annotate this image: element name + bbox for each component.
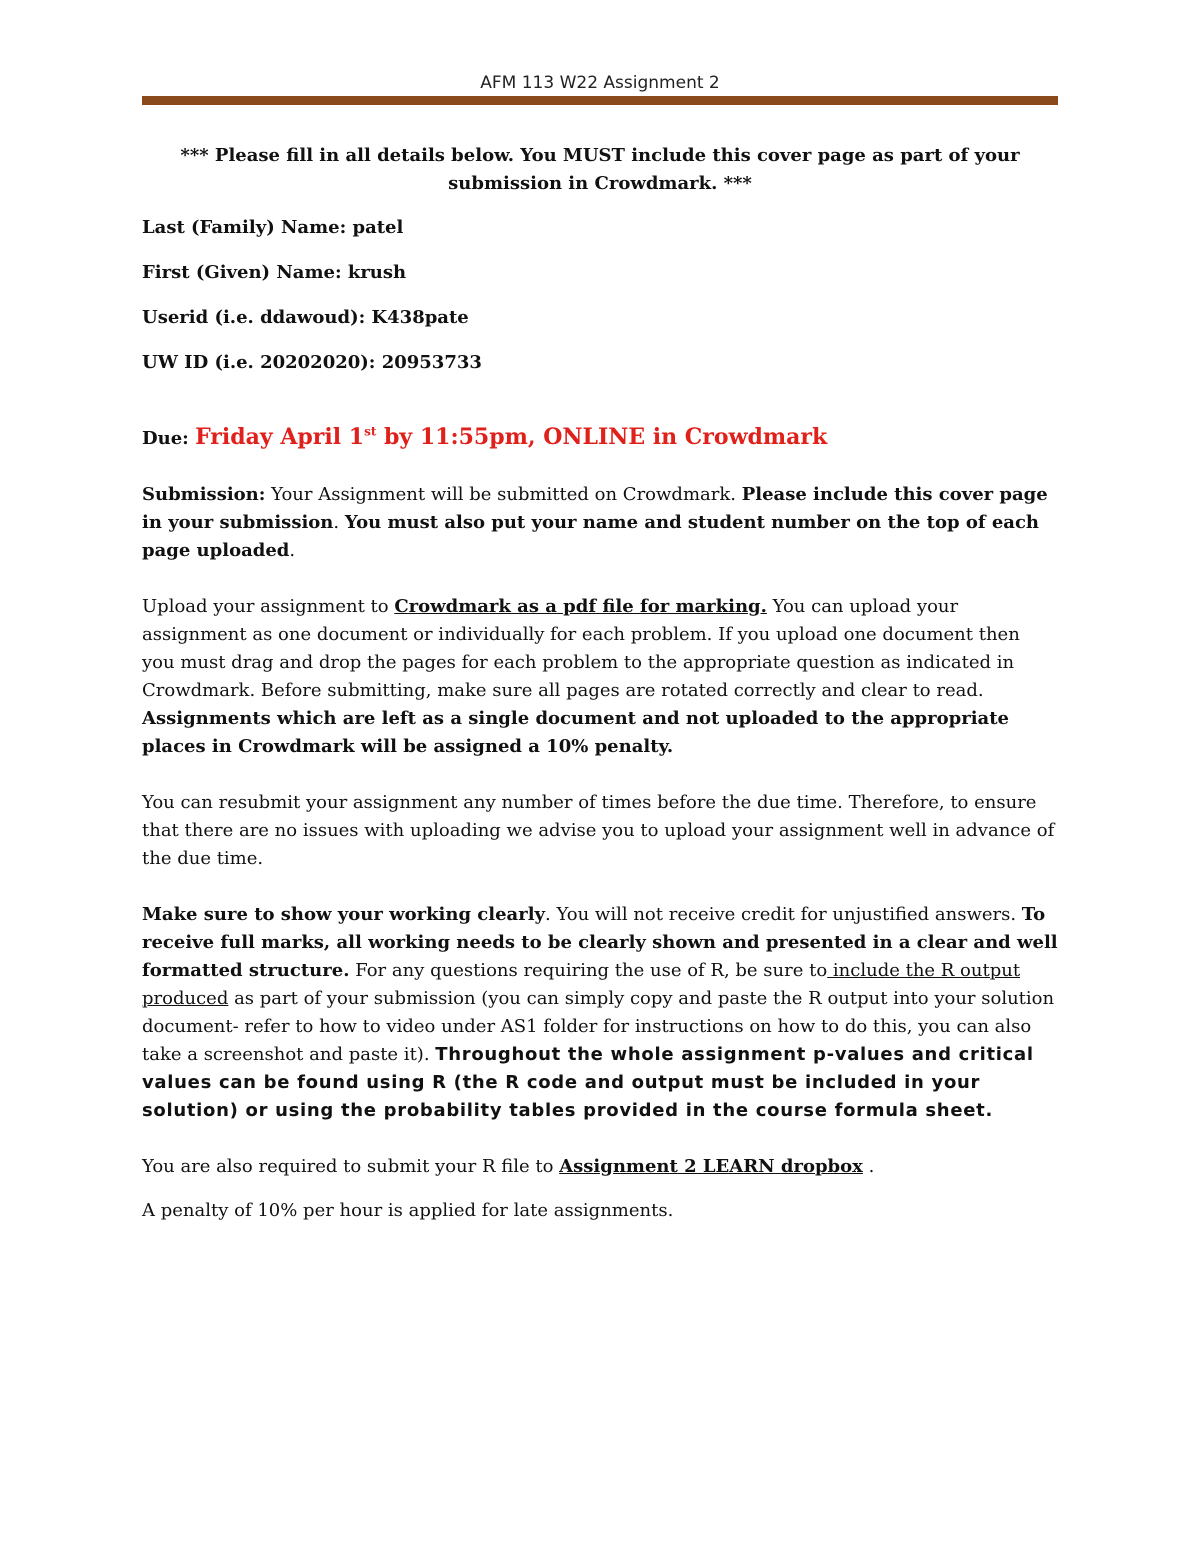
header-rule — [142, 96, 1058, 105]
resubmit-paragraph: You can resubmit your assignment any number of times before the due time. Therefore, to ensure that there are no issues with uploading we advise you to upload your assignment well in advance of the due time. — [142, 792, 1055, 869]
learn-dropbox-link[interactable]: Assignment 2 LEARN dropbox — [559, 1156, 863, 1177]
due-date: Friday April 1st by 11:55pm, ONLINE in Crowdmark — [195, 424, 828, 450]
due-line — [142, 423, 1058, 453]
first-name-field: First (Given) Name: krush — [142, 262, 407, 283]
crowdmark-link[interactable]: Crowdmark as a pdf file for marking. — [394, 596, 767, 617]
uwid-field: UW ID (i.e. 20202020): 20953733 — [142, 352, 482, 373]
rfile-paragraph: You are also required to submit your R file to Assignment 2 LEARN dropbox . — [142, 1156, 875, 1177]
cover-notice: *** Please fill in all details below. You MUST include this cover page as part of your submission in Crowdmark. *** — [180, 145, 1020, 194]
upload-paragraph: Upload your assignment to Crowdmark as a pdf file for marking. You can upload your assignment as one document or individually for each problem. If you upload one document then you must drag and drop the pages for each problem to the appropriate question as indicated in Crowdmark. Before submitting, make sure all pages are rotated correctly and clear to read. Assignments which are left as a single document and not uploaded to the appropriate places in Crowdmark will be assigned a 10% penalty. — [142, 596, 1020, 757]
p-values-note: Throughout the whole assignment p-values and critical values can be found using R (the R code and output must be included in your solution) or using the probability tables provided in the course formula sheet. — [142, 1044, 1034, 1121]
working-paragraph: Make sure to show your working clearly. You will not receive credit for unjustified answers. To receive full marks, all working needs to be clearly shown and presented in a clear and well formatted structure. For any questions requiring the use of R, be sure to include the R output produced as part of your submission (you can simply copy and paste the R output into your solution document- refer to how to video under AS1 folder for instructions on how to do this, you can also take a screenshot and paste it). Throughout the whole assignment p-values and critical values can be found using R (the R code and output must be included in your solution) or using the probability tables provided in the course formula sheet. — [142, 904, 1058, 1121]
userid-field: Userid (i.e. ddawoud): K438pate — [142, 307, 469, 328]
submission-label: Submission: — [142, 484, 266, 505]
page-header: AFM 113 W22 Assignment 2 — [480, 73, 720, 93]
r-output-note: include the R output produced — [142, 960, 1021, 1009]
page-content — [142, 142, 1058, 1241]
due-label: Due: — [142, 428, 189, 449]
penalty-warning: Assignments which are left as a single document and not uploaded to the appropriate places in Crowdmark will be assigned a 10% penalty. — [142, 708, 1009, 757]
last-name-field: Last (Family) Name: patel — [142, 217, 404, 238]
submission-paragraph: Submission: Your Assignment will be submitted on Crowdmark. Please include this cover page in your submission. You must also put your name and student number on the top of each page uploaded. — [142, 484, 1048, 561]
late-penalty-paragraph: A penalty of 10% per hour is applied for late assignments. — [142, 1200, 674, 1221]
